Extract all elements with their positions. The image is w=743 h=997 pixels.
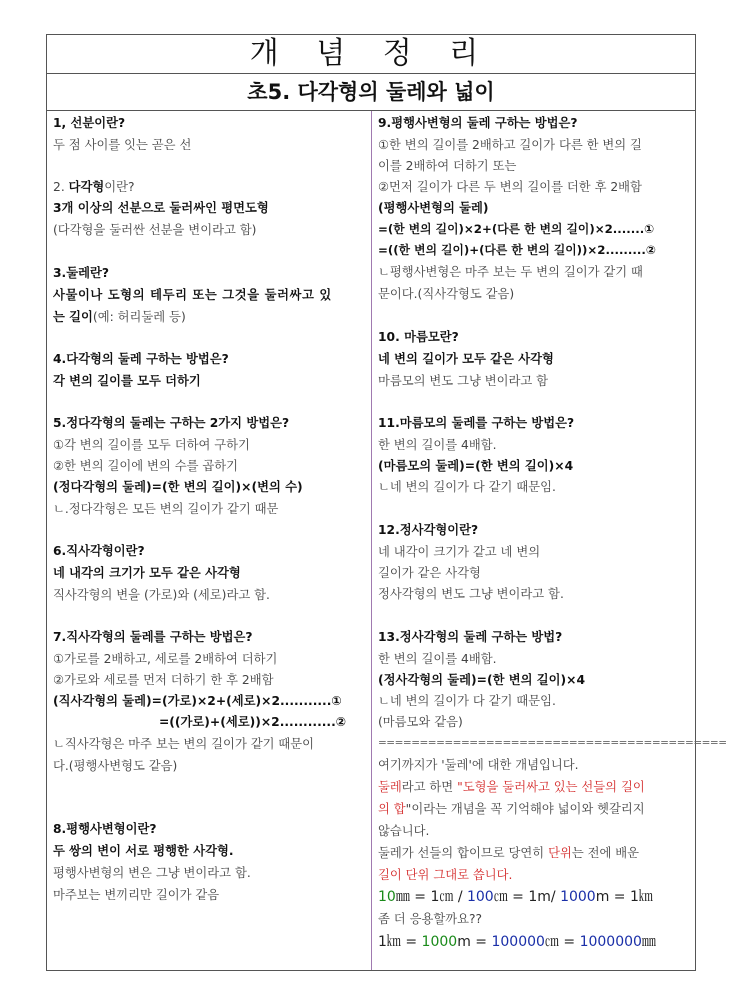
answer-5-line-2: ②한 변의 길이에 변의 수를 곱하기 (53, 459, 238, 473)
answer-8-line-2: 평행사변형의 변은 그냥 변이라고 함. (53, 866, 251, 880)
question-1: 1, 선분이란? (53, 116, 126, 130)
question-6: 6.직사각형이란? (53, 544, 145, 558)
answer-5-line-1: ①각 변의 길이를 모두 더하여 구하기 (53, 438, 250, 452)
answer-11-line-1: 한 변의 길이를 4배함. (378, 438, 497, 452)
note-line-2: 둘레라고 하면 "도형을 둘러싸고 있는 선들의 길이 (378, 780, 645, 794)
unit-conversion-2: 1㎞ = 1000m = 100000㎝ = 1000000㎜ (378, 934, 656, 950)
answer-12-line-1: 네 내각이 크기가 같고 네 변의 (378, 545, 541, 559)
note-line-4: 않습니다. (378, 824, 430, 838)
answer-13-note: ㄴ네 변의 길이가 다 같기 때문임. (378, 694, 556, 708)
unit-conversion-1: 10㎜ = 1㎝ / 100㎝ = 1m/ 1000m = 1㎞ (378, 889, 653, 905)
right-column (372, 111, 727, 970)
note-line-3: 의 합"이라는 개념을 꼭 기억해야 넓이와 헷갈리지 (378, 802, 645, 816)
answer-11-note: ㄴ네 변의 길이가 다 같기 때문임. (378, 480, 556, 494)
question-13: 13.정사각형의 둘레 구하는 방법? (378, 630, 563, 644)
answer-13-formula: (정사각형의 둘레)=(한 변의 길이)×4 (378, 673, 586, 687)
answer-6-line-1: 네 내각의 크기가 모두 같은 사각형 (53, 566, 241, 580)
answer-9-label: (평행사변형의 둘레) (378, 201, 489, 215)
answer-9-formula-2: =((한 변의 길이)+(다른 한 변의 길이))×2.........② (378, 243, 656, 257)
question-3: 3.둘레란? (53, 266, 109, 280)
question-7: 7.직사각형의 둘레를 구하는 방법은? (53, 630, 253, 644)
question-10: 10. 마름모란? (378, 330, 459, 344)
answer-2-line-2: (다각형을 둘러싼 선분을 변이라고 함) (53, 223, 257, 237)
answer-4: 각 변의 길이를 모두 더하기 (53, 374, 201, 388)
left-column (47, 111, 372, 970)
page-title: 개 념 정 리 (47, 35, 695, 74)
question-8: 8.평행사변형이란? (53, 822, 157, 836)
question-5: 5.정다각형의 둘레는 구하는 2가지 방법은? (53, 416, 290, 430)
answer-7-formula-2: =((가로)+(세로))×2............② (159, 715, 347, 729)
answer-9-line-3: ②먼저 길이가 다른 두 변의 길이를 더한 후 2배함 (378, 180, 642, 194)
question-9: 9.평행사변형의 둘레 구하는 방법은? (378, 116, 578, 130)
answer-8-line-1: 두 쌍의 변이 서로 평행한 사각형. (53, 844, 234, 858)
answer-8-line-3: 마주보는 변끼리만 길이가 같음 (53, 888, 220, 902)
note-line-5: 둘레가 선들의 합이므로 당연히 단위는 전에 배운 (378, 846, 640, 860)
answer-7-line-2: ②가로와 세로를 먼저 더하기 한 후 2배함 (53, 673, 274, 687)
answer-5-note: ㄴ.정다각형은 모든 변의 길이가 같기 때문 (53, 502, 279, 516)
answer-13-line-1: 한 변의 길이를 4배함. (378, 652, 497, 666)
question-12: 12.정사각형이란? (378, 523, 479, 537)
separator-line: ========================================== (378, 737, 727, 749)
answer-5-formula: (정다각형의 둘레)=(한 변의 길이)×(변의 수) (53, 480, 303, 494)
answer-2-line-1: 3개 이상의 선분으로 둘러싸인 평면도형 (53, 201, 269, 215)
answer-11-formula: (마름모의 둘레)=(한 변의 길이)×4 (378, 459, 574, 473)
question-11: 11.마름모의 둘레를 구하는 방법은? (378, 416, 575, 430)
concept-sheet (46, 34, 727, 971)
question-4: 4.다각형의 둘레 구하는 방법은? (53, 352, 229, 366)
answer-7-note-line-1: ㄴ직사각형은 마주 보는 변의 길이가 같기 때문이 (53, 737, 315, 751)
note-line-1: 여기까지가 '둘레'에 대한 개념입니다. (378, 758, 579, 772)
answer-9-note-line-2: 문이다.(직사각형도 같음) (378, 287, 515, 301)
answer-7-note-line-2: 다.(평행사변형도 같음) (53, 759, 178, 773)
answer-3-line-1: 사물이나 도형의 테두리 또는 그것을 둘러싸고 있 (53, 288, 332, 302)
answer-9-formula-1: =(한 변의 길이)×2+(다른 한 변의 길이)×2.......① (378, 222, 655, 236)
answer-10-line-1: 네 변의 길이가 모두 같은 사각형 (378, 352, 554, 366)
note-line-6: 길이 단위 그대로 씁니다. (378, 868, 513, 882)
page-subtitle: 초5. 다각형의 둘레와 넓이 (47, 74, 695, 111)
answer-9-line-1: ①한 변의 길이를 2배하고 길이가 다른 한 변의 길 (378, 138, 642, 152)
answer-12-line-3: 정사각형의 변도 그냥 변이라고 함. (378, 587, 564, 601)
answer-12-line-2: 길이가 같은 사각형 (378, 566, 481, 580)
answer-1: 두 점 사이를 잇는 곧은 선 (53, 138, 192, 152)
question-2: 2. 다각형이란? (53, 180, 135, 194)
answer-9-note-line-1: ㄴ평행사변형은 마주 보는 두 변의 길이가 같기 때 (378, 265, 643, 279)
answer-9-line-2: 이를 2배하여 더하기 또는 (378, 159, 517, 173)
answer-7-line-1: ①가로를 2배하고, 세로를 2배하여 더하기 (53, 652, 278, 666)
answer-3-line-2: 는 길이(예: 허리둘레 등) (53, 310, 186, 324)
answer-10-line-2: 마름모의 변도 그냥 변이라고 함 (378, 374, 549, 388)
answer-6-line-2: 직사각형의 변을 (가로)와 (세로)라고 함. (53, 588, 270, 602)
note-line-8: 좀 더 응용할까요?? (378, 912, 483, 926)
answer-7-formula-1: (직사각형의 둘레)=(가로)×2+(세로)×2...........① (53, 694, 342, 708)
answer-13-note-2: (마름모와 같음) (378, 715, 463, 729)
